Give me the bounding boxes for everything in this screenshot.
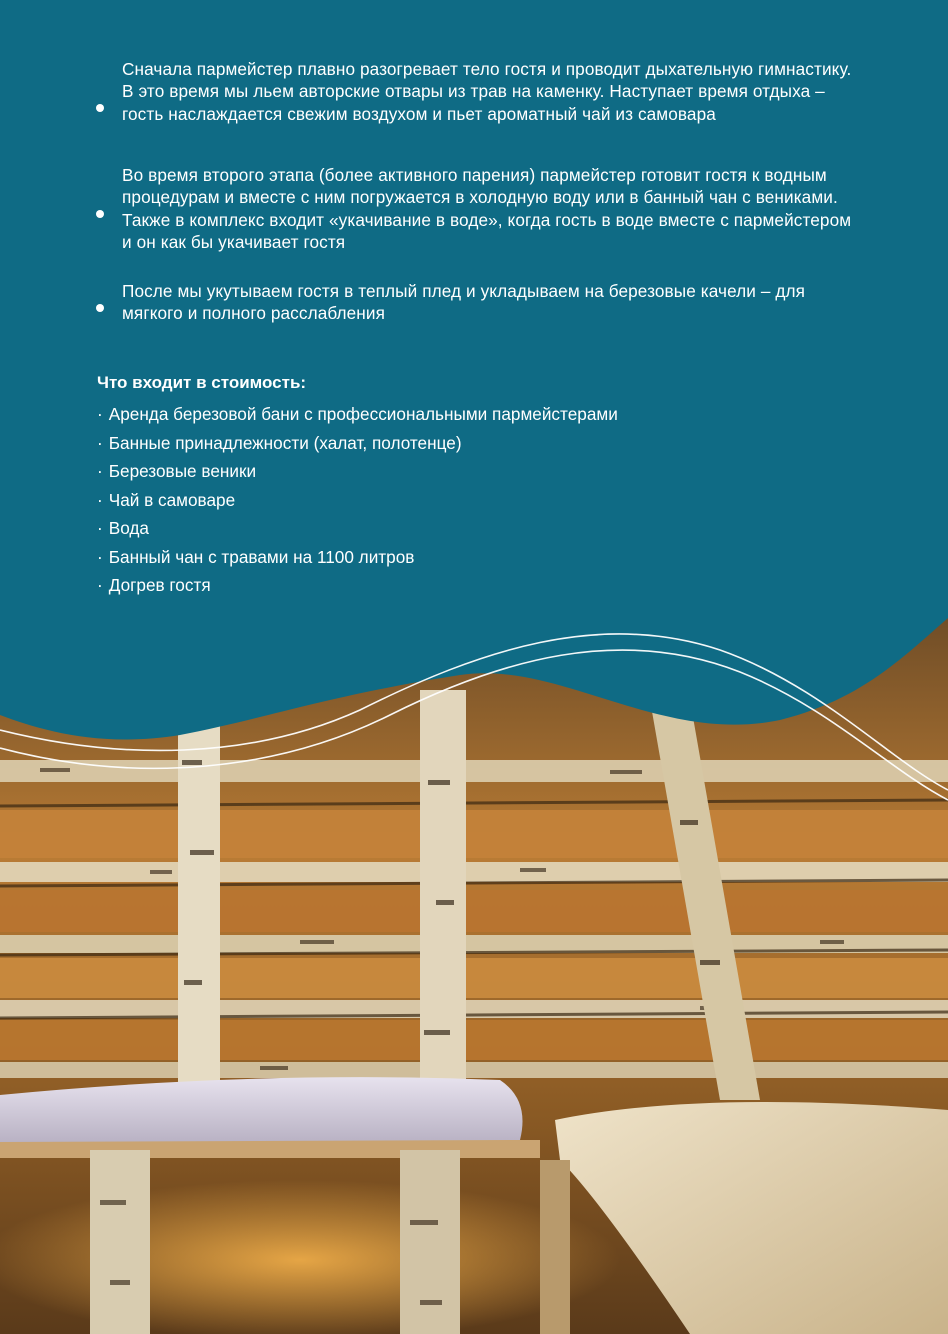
step-text: После мы укутываем гостя в теплый плед и укладываем на березовые качели – для мягкого и полного расслабления — [122, 281, 806, 324]
included-item: · Банный чан с травами на 1100 литров — [97, 543, 897, 572]
bullet-icon — [96, 210, 104, 218]
included-title: Что входит в стоимость: — [97, 373, 307, 392]
step-text: Во время второго этапа (более активного парения) пармейстер готовит гостя к водным процедурам и вместе с ним погружается в холодную воду или в банный чан с вениками. Также в комплекс входит «укачивание в воде», когда гость в воде вместе с пармейстером и он как бы укачивает гостя — [122, 165, 852, 252]
included-item: · Аренда березовой бани с профессиональными пармейстерами — [97, 400, 897, 429]
included-list — [97, 400, 897, 600]
bullet-icon — [96, 304, 104, 312]
included-section — [97, 372, 897, 600]
included-item: · Догрев гостя — [97, 571, 897, 600]
included-item: · Чай в самоваре — [97, 486, 897, 515]
step-text: Сначала пармейстер плавно разогревает тело гостя и проводит дыхательную гимнастику. В это время мы льем авторские отвары из трав на каменку. Наступает время отдыха – гость наслаждается свежим воздухом и пьет ароматный чай из самовара — [122, 59, 852, 124]
included-item: · Вода — [97, 514, 897, 543]
included-item: · Березовые веники — [97, 457, 897, 486]
included-item: · Банные принадлежности (халат, полотенце) — [97, 429, 897, 458]
bullet-icon — [96, 104, 104, 112]
